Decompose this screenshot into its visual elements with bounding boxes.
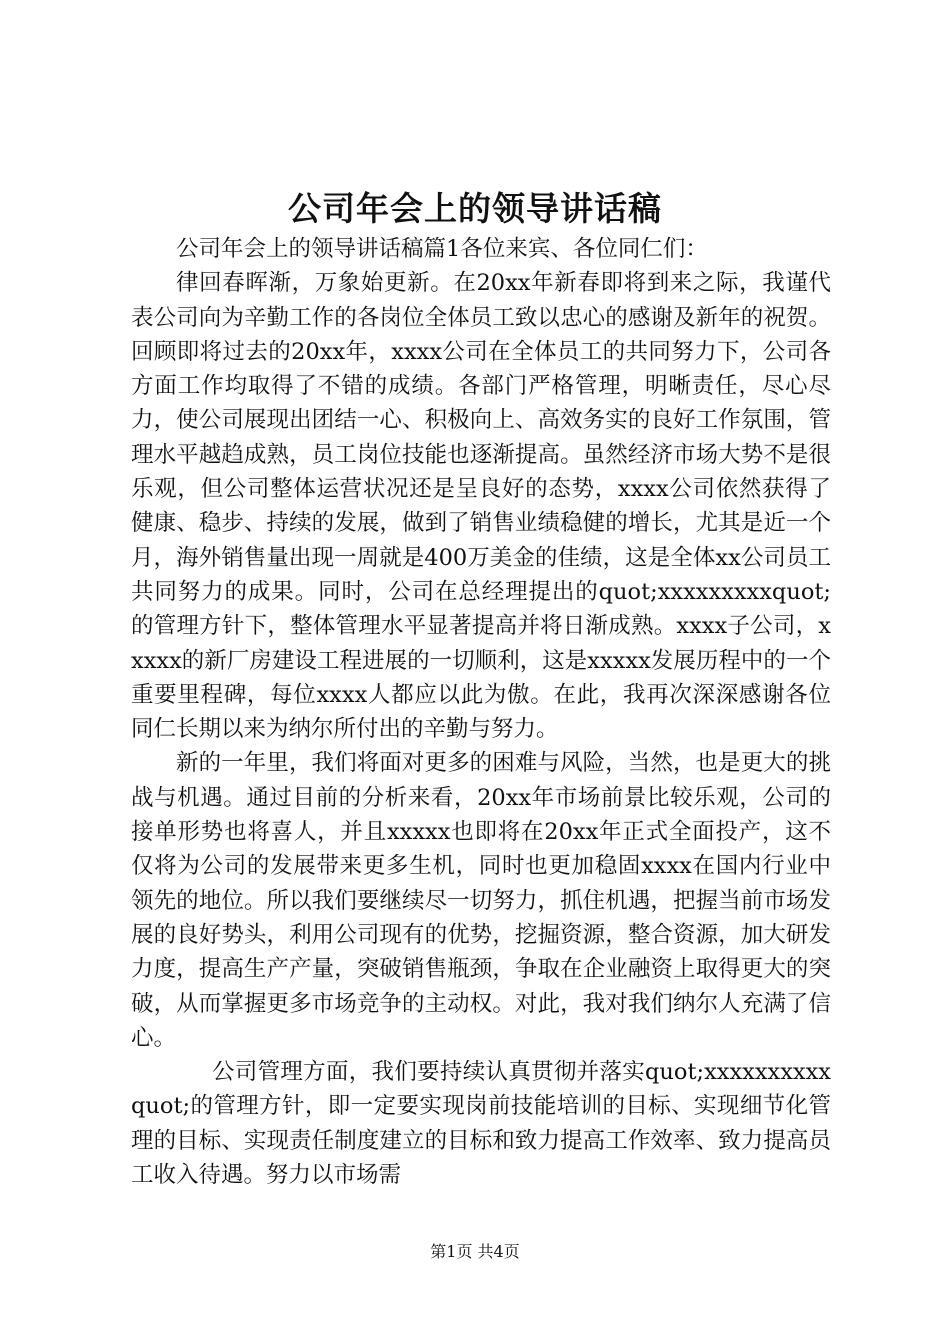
- paragraph-review: 律回春晖渐，万象始更新。在20xx年新春即将到来之际，我谨代表公司向为辛勤工作的各岗位全体员工致以忠心的感谢及新年的祝贺。回顾即将过去的20xx年，xxxx公司在全体员工的共同努力下，公司各方面工作均取得了不错的成绩。各部门严格管理，明晰责任，尽心尽力，使公司展现出团结一心、积极向上、高效务实的良好工作氛围，管理水平越趋成熟，员工岗位技能也逐渐提高。虽然经济市场大势不是很乐观，但公司整体运营状况还是呈良好的态势，xxxx公司依然获得了健康、稳步、持续的发展，做到了销售业绩稳健的增长，尤其是近一个月，海外销售量出现一周就是400万美金的佳绩，这是全体xx公司员工共同努力的成果。同时，公司在总经理提出的quot;xxxxxxxxxquot;的管理方针下，整体管理水平显著提高并将日渐成熟。xxxx子公司，xxxxx的新厂房建设工程进展的一切顺利，这是xxxxx发展历程中的一个重要里程碑，每位xxxx人都应以此为傲。在此，我再次深深感谢各位同仁长期以来为纳尔所付出的辛勤与努力。: [131, 270, 831, 743]
- paragraph-opening: 公司年会上的领导讲话稿篇1各位来宾、各位同仁们：: [176, 236, 708, 262]
- paragraph-new-year: 新的一年里，我们将面对更多的困难与风险，当然，也是更大的挑战与机遇。通过目前的分析来看，20xx年市场前景比较乐观，公司的接单形势也将喜人，并且xxxxx也即将在20xx年正式全面投产，这不仅将为公司的发展带来更多生机，同时也更加稳固xxxx在国内行业中领先的地位。所以我们要继续尽一切努力，抓住机遇，把握当前市场发展的良好势头，利用公司现有的优势，挖掘资源，整合资源，加大研发力度，提高生产产量，突破销售瓶颈，争取在企业融资上取得更大的突破，从而掌握更多市场竞争的主动权。对此，我对我们纳尔人充满了信心。: [131, 750, 831, 1051]
- page-footer: 第1页 共4页: [430, 1242, 520, 1261]
- paragraph-management: 公司管理方面，我们要持续认真贯彻并落实quot;xxxxxxxxxxquot;的管理方针，即一定要实现岗前技能培训的目标、实现细节化管理的目标、实现责任制度建立的目标和致力提高工作效率、致力提高员工收入待遇。努力以市场需: [131, 1059, 831, 1189]
- page-title: 公司年会上的领导讲话稿: [288, 189, 662, 228]
- document-body: [131, 232, 831, 1192]
